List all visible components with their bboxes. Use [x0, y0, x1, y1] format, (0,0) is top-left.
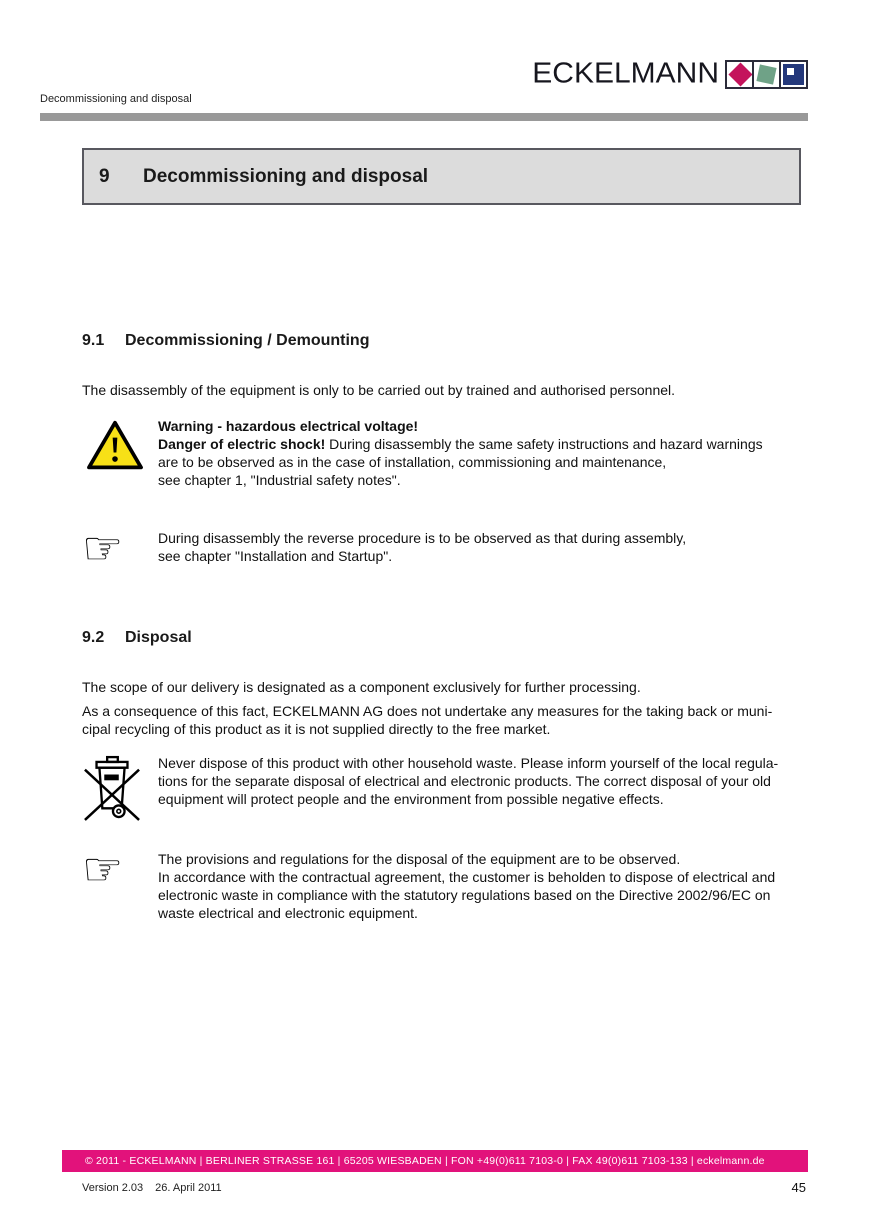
weee-note-text: [158, 754, 778, 829]
logo-blue-square-icon: [779, 60, 808, 89]
disposal-note-text: [158, 850, 775, 922]
warning-triangle-icon: [82, 417, 158, 489]
chapter-number: 9: [99, 165, 110, 187]
disposal-line4: waste electrical and electronic equipment.: [158, 905, 418, 921]
weee-line3: equipment will protect people and the environment from possible negative effects.: [158, 791, 664, 807]
disposal-line3: electronic waste in compliance with the statutory regulations based on the Directive 2002/96/EC on: [158, 887, 771, 903]
warning-note: [82, 417, 802, 489]
section-title: Disposal: [125, 629, 192, 646]
warning-text: [158, 417, 763, 489]
assembly-note-text: [158, 529, 686, 569]
assembly-line1: During disassembly the reverse procedure is to be observed as that during assembly,: [158, 530, 687, 546]
weee-line1: Never dispose of this product with other household waste. Please inform yourself of the local regula-: [158, 755, 779, 771]
footer-address-bar: [62, 1150, 808, 1172]
logo-wordmark: ECKELMANN: [532, 57, 719, 90]
warning-line1: During disassembly the same safety instructions and hazard warnings: [325, 436, 763, 452]
footer-version-line: [82, 1182, 222, 1194]
chapter-heading-box: [82, 148, 801, 205]
warning-line3: see chapter 1, "Industrial safety notes".: [158, 472, 401, 488]
paragraph-line: As a consequence of this fact, ECKELMANN AG does not undertake any measures for the taking back or muni-: [82, 703, 773, 719]
warning-line2: are to be observed as in the case of installation, commissioning and maintenance,: [158, 454, 667, 470]
paragraph: The scope of our delivery is designated as a component exclusively for further processing.: [82, 679, 641, 695]
weee-disposal-note: [82, 754, 802, 829]
page-number: 45: [791, 1180, 806, 1195]
section-number: 9.2: [82, 629, 105, 646]
section-heading-9-2: [82, 629, 192, 647]
paragraph: [82, 702, 802, 738]
version-date: 26. April 2011: [155, 1182, 222, 1194]
header-divider-bar: [40, 113, 808, 121]
warning-title: Warning - hazardous electrical voltage!: [158, 418, 419, 434]
version-label: Version 2.03: [82, 1182, 144, 1194]
logo-magenta-square-icon: [725, 60, 754, 89]
crossed-out-wheeled-bin-icon: [82, 754, 158, 829]
footer-address-text: © 2011 - ECKELMANN | BERLINER STRASSE 161 | 65205 WIESBADEN | FON +49(0)611 7103-0 | FAX 49(0)611 7103-133 | eckelmann.de: [85, 1155, 765, 1167]
paragraph: The disassembly of the equipment is only to be carried out by trained and authorised personnel.: [82, 382, 676, 398]
disposal-provisions-note: [82, 843, 802, 922]
warning-bold-lead: Danger of electric shock!: [158, 436, 326, 452]
paragraph-line: cipal recycling of this product as it is not supplied directly to the free market.: [82, 721, 551, 737]
logo-squares-icon: [725, 60, 808, 89]
assembly-line2: see chapter "Installation and Startup".: [158, 548, 393, 564]
assembly-note: [82, 522, 802, 574]
disposal-line2: In accordance with the contractual agreement, the customer is beholden to dispose of electrical and: [158, 869, 776, 885]
pointing-hand-icon: ☞: [82, 522, 124, 574]
pointing-hand-icon: ☞: [82, 843, 124, 895]
section-number: 9.1: [82, 332, 105, 349]
disposal-line1: The provisions and regulations for the disposal of the equipment are to be observed.: [158, 851, 681, 867]
section-heading-9-1: [82, 332, 369, 350]
logo-green-square-icon: [752, 60, 781, 89]
running-header-title: Decommissioning and disposal: [40, 93, 192, 105]
weee-line2: tions for the separate disposal of electrical and electronic products. The correct disposal of your old: [158, 773, 771, 789]
chapter-title: Decommissioning and disposal: [143, 165, 429, 187]
eckelmann-logo: [532, 57, 808, 91]
section-title: Decommissioning / Demounting: [125, 332, 370, 349]
